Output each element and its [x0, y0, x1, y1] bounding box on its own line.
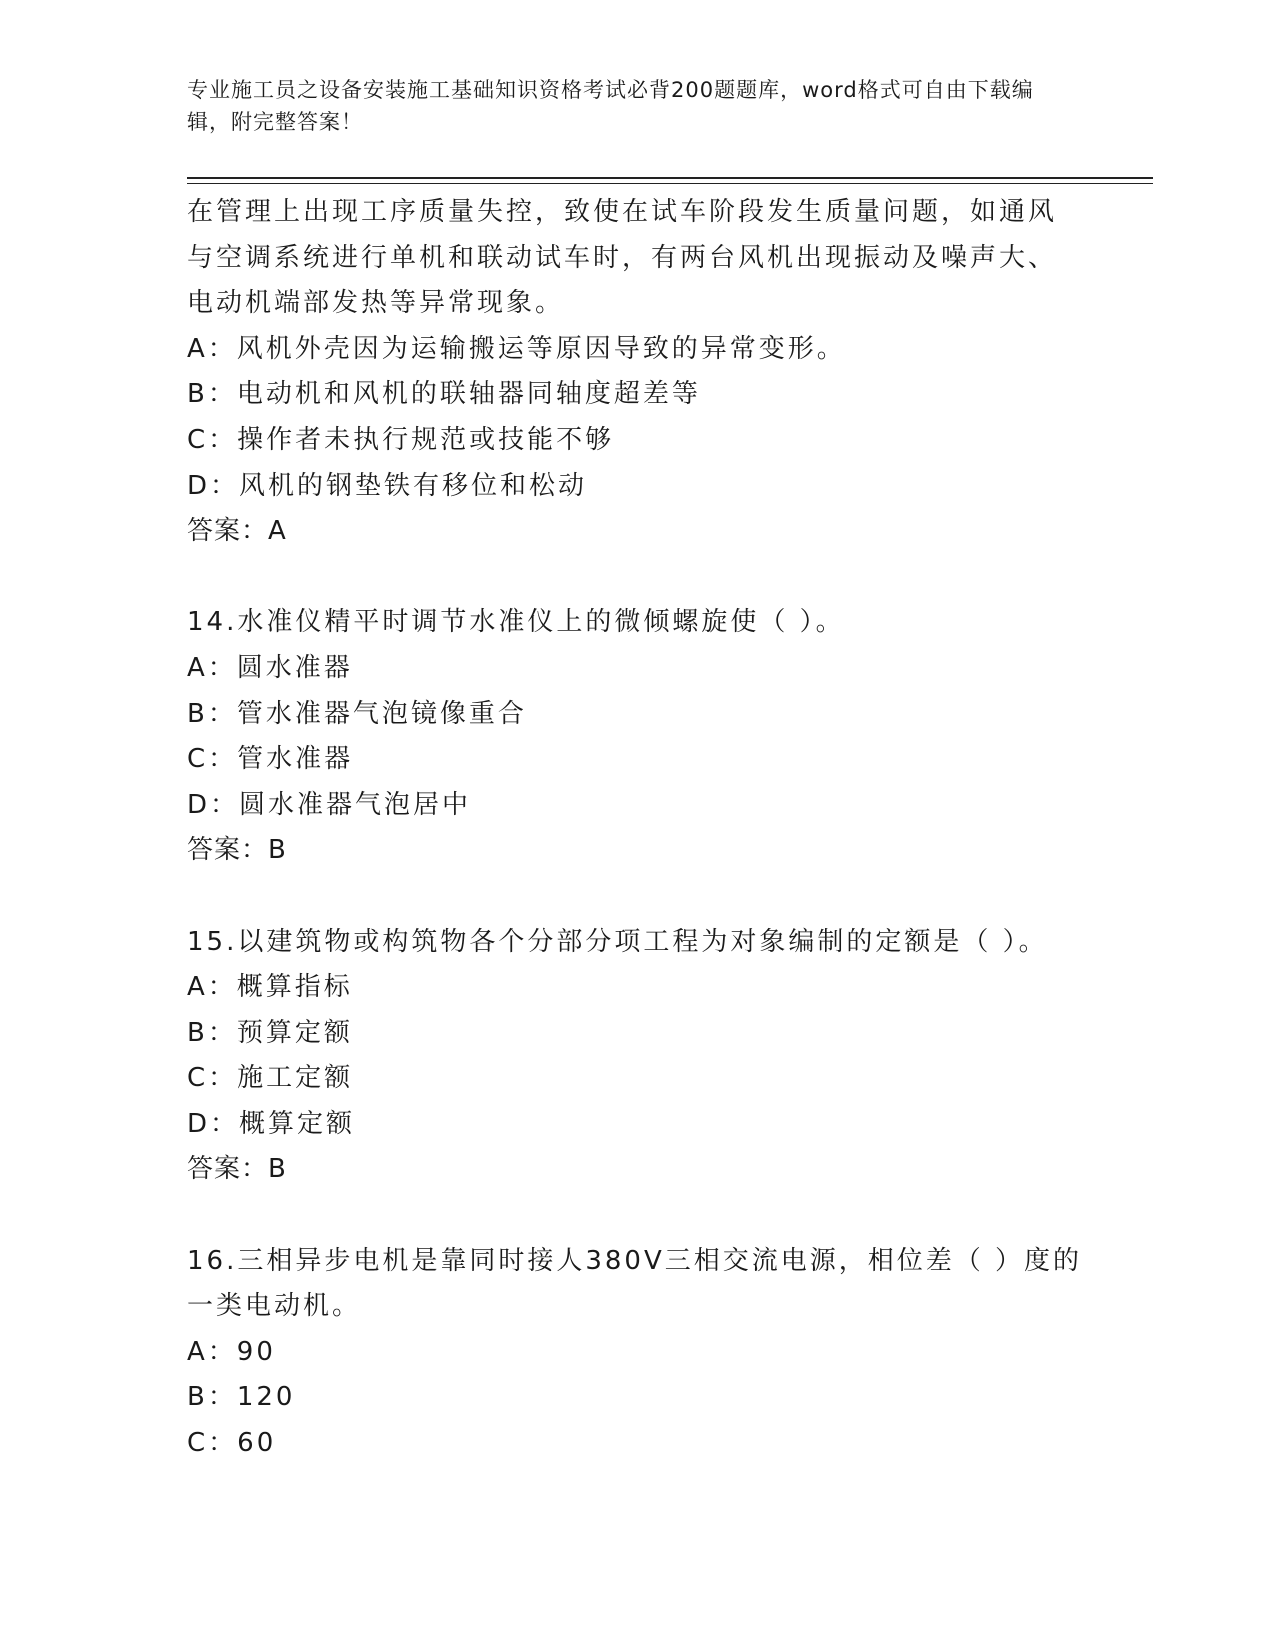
option-c: C：管水准器 [187, 744, 354, 775]
option-b: B：预算定额 [187, 1017, 353, 1048]
header-divider-thick [187, 177, 1153, 179]
answer-line: 答案：B [187, 835, 287, 866]
option-a: A：概算指标 [187, 972, 353, 1003]
option-a: A：圆水准器 [187, 652, 353, 683]
answer-line: 答案：B [187, 1154, 287, 1185]
question-list [187, 190, 1127, 1467]
option-c: C：60 [187, 1428, 277, 1459]
option-d: D：概算定额 [187, 1108, 356, 1139]
question-block-16 [187, 1239, 1127, 1467]
question-stem-line: 在管理上出现工序质量失控，致使在试车阶段发生质量问题，如通风 [187, 197, 1058, 227]
question-block-14 [187, 600, 1127, 874]
answer-line: 答案：A [187, 516, 287, 547]
option-a: A：风机外壳因为运输搬运等原因导致的异常变形。 [187, 333, 846, 364]
option-b: B：电动机和风机的联轴器同轴度超差等 [187, 379, 701, 410]
header-divider-thin [187, 183, 1153, 184]
option-c: C：操作者未执行规范或技能不够 [187, 424, 615, 455]
option-b: B：120 [187, 1382, 296, 1413]
question-stem-line: 电动机端部发热等异常现象。 [187, 288, 565, 319]
question-block-partial [187, 190, 1127, 555]
option-b: B：管水准器气泡镜像重合 [187, 698, 527, 729]
question-block-15 [187, 920, 1127, 1194]
option-c: C：施工定额 [187, 1063, 354, 1094]
question-stem-line: 16.三相异步电机是靠同时接人380V三相交流电源，相位差（ ）度的 [187, 1245, 1083, 1276]
question-stem-line: 一类电动机。 [187, 1291, 362, 1322]
spacer [187, 1193, 1127, 1239]
question-stem-line: 15.以建筑物或构筑物各个分部分项工程为对象编制的定额是（ ）。 [187, 926, 1048, 957]
question-stem-line: 14.水准仪精平时调节水准仪上的微倾螺旋使（ ）。 [187, 607, 845, 638]
option-d: D：圆水准器气泡居中 [187, 789, 472, 820]
option-a: A：90 [187, 1336, 276, 1367]
question-stem-line: 与空调系统进行单机和联动试车时，有两台风机出现振动及噪声大、 [187, 242, 1058, 273]
option-d: D：风机的钢垫铁有移位和松动 [187, 470, 588, 501]
spacer [187, 555, 1127, 601]
spacer [187, 874, 1127, 920]
document-header: 专业施工员之设备安装施工基础知识资格考试必背200题题库，word格式可自由下载编辑，附完整答案！ [187, 78, 1034, 134]
